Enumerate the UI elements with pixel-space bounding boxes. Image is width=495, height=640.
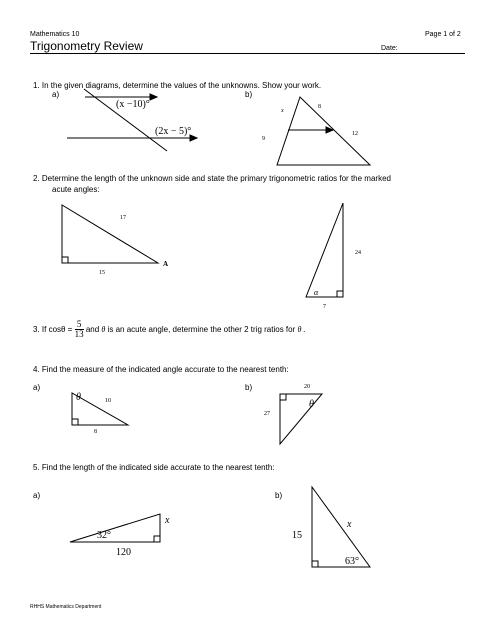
q2-tri1-base: 15 bbox=[99, 270, 105, 276]
q4b-right-angle bbox=[280, 394, 286, 400]
q5a-right-angle bbox=[154, 536, 160, 542]
q5a-triangle bbox=[70, 514, 160, 542]
q3-prefix: 3. If cosθ = bbox=[33, 325, 73, 334]
q5b-x: x bbox=[347, 519, 352, 530]
q1a-arrow-top bbox=[150, 94, 157, 100]
date-label: Date: bbox=[381, 45, 398, 52]
q4a-hypotenuse: 10 bbox=[105, 398, 111, 404]
q1b-label-x: x bbox=[281, 108, 284, 114]
course-name: Mathematics 10 bbox=[30, 31, 80, 38]
q4b-left: 27 bbox=[264, 411, 270, 417]
question-2-line-1: 2. Determine the length of the unknown side and state the primary trigonometric ratios for the marked bbox=[33, 174, 391, 183]
q2-triangle-1 bbox=[62, 205, 158, 263]
q4b-theta: θ bbox=[309, 399, 314, 410]
q3-and: and bbox=[85, 325, 100, 334]
q5b-right-angle bbox=[312, 561, 318, 567]
q5b-angle: 63° bbox=[345, 556, 359, 567]
q5b-left: 15 bbox=[292, 530, 302, 541]
q5a-base: 120 bbox=[116, 547, 131, 558]
q3-fraction-den: 13 bbox=[74, 329, 84, 340]
q1b-label-9: 9 bbox=[262, 136, 265, 142]
q4-part-b: b) bbox=[245, 383, 253, 392]
page-number: Page 1 of 2 bbox=[425, 31, 461, 38]
question-1: 1. In the given diagrams, determine the values of the unknowns. Show your work. bbox=[33, 81, 322, 90]
q1-part-b: b) bbox=[245, 90, 253, 99]
q2-tri2-base: 7 bbox=[323, 304, 326, 310]
q1b-label-8: 8 bbox=[318, 104, 321, 110]
question-3 bbox=[33, 316, 305, 344]
q1b-label-12: 12 bbox=[352, 131, 358, 137]
q2-tri2-angle: α bbox=[314, 288, 319, 297]
q4a-theta: θ bbox=[76, 392, 81, 403]
q1-part-a: a) bbox=[52, 90, 60, 99]
q1a-angle-bottom: (2x − 5)° bbox=[155, 126, 192, 137]
q4a-right-angle bbox=[72, 419, 78, 425]
q4b-top: 20 bbox=[304, 384, 310, 390]
question-5: 5. Find the length of the indicated side accurate to the nearest tenth: bbox=[33, 463, 275, 472]
q4b-triangle bbox=[280, 394, 322, 444]
q5b-triangle bbox=[312, 487, 370, 567]
q4-part-a: a) bbox=[33, 383, 41, 392]
q3-fraction bbox=[75, 320, 84, 339]
question-2-line-2: acute angles: bbox=[52, 185, 100, 194]
q1a-angle-top: (x −10)° bbox=[116, 99, 150, 110]
q5-part-b: b) bbox=[275, 491, 283, 500]
question-4: 4. Find the measure of the indicated angle accurate to the nearest tenth: bbox=[33, 365, 289, 374]
q3-fraction-num: 5 bbox=[75, 320, 84, 330]
q2-tri2-side: 24 bbox=[355, 250, 361, 256]
q5a-x: x bbox=[165, 515, 170, 526]
q3-theta-1: θ bbox=[101, 325, 106, 334]
q4a-base: 8 bbox=[94, 429, 97, 435]
page-title: Trigonometry Review bbox=[30, 39, 143, 53]
q2-right-angle-2 bbox=[337, 291, 343, 297]
q5-part-a: a) bbox=[33, 491, 41, 500]
footer-department: RHHS Mathematics Department bbox=[30, 604, 102, 610]
q3-rest: is an acute angle, determine the other 2 trig ratios for bbox=[107, 325, 296, 334]
q5a-angle: 32° bbox=[97, 530, 111, 541]
q2-triangle-2 bbox=[306, 203, 343, 297]
q2-tri1-hypotenuse: 17 bbox=[120, 215, 126, 221]
q3-theta-2: θ . bbox=[297, 325, 306, 334]
q2-right-angle-1 bbox=[62, 257, 68, 263]
q2-tri1-angle: A bbox=[163, 260, 169, 268]
